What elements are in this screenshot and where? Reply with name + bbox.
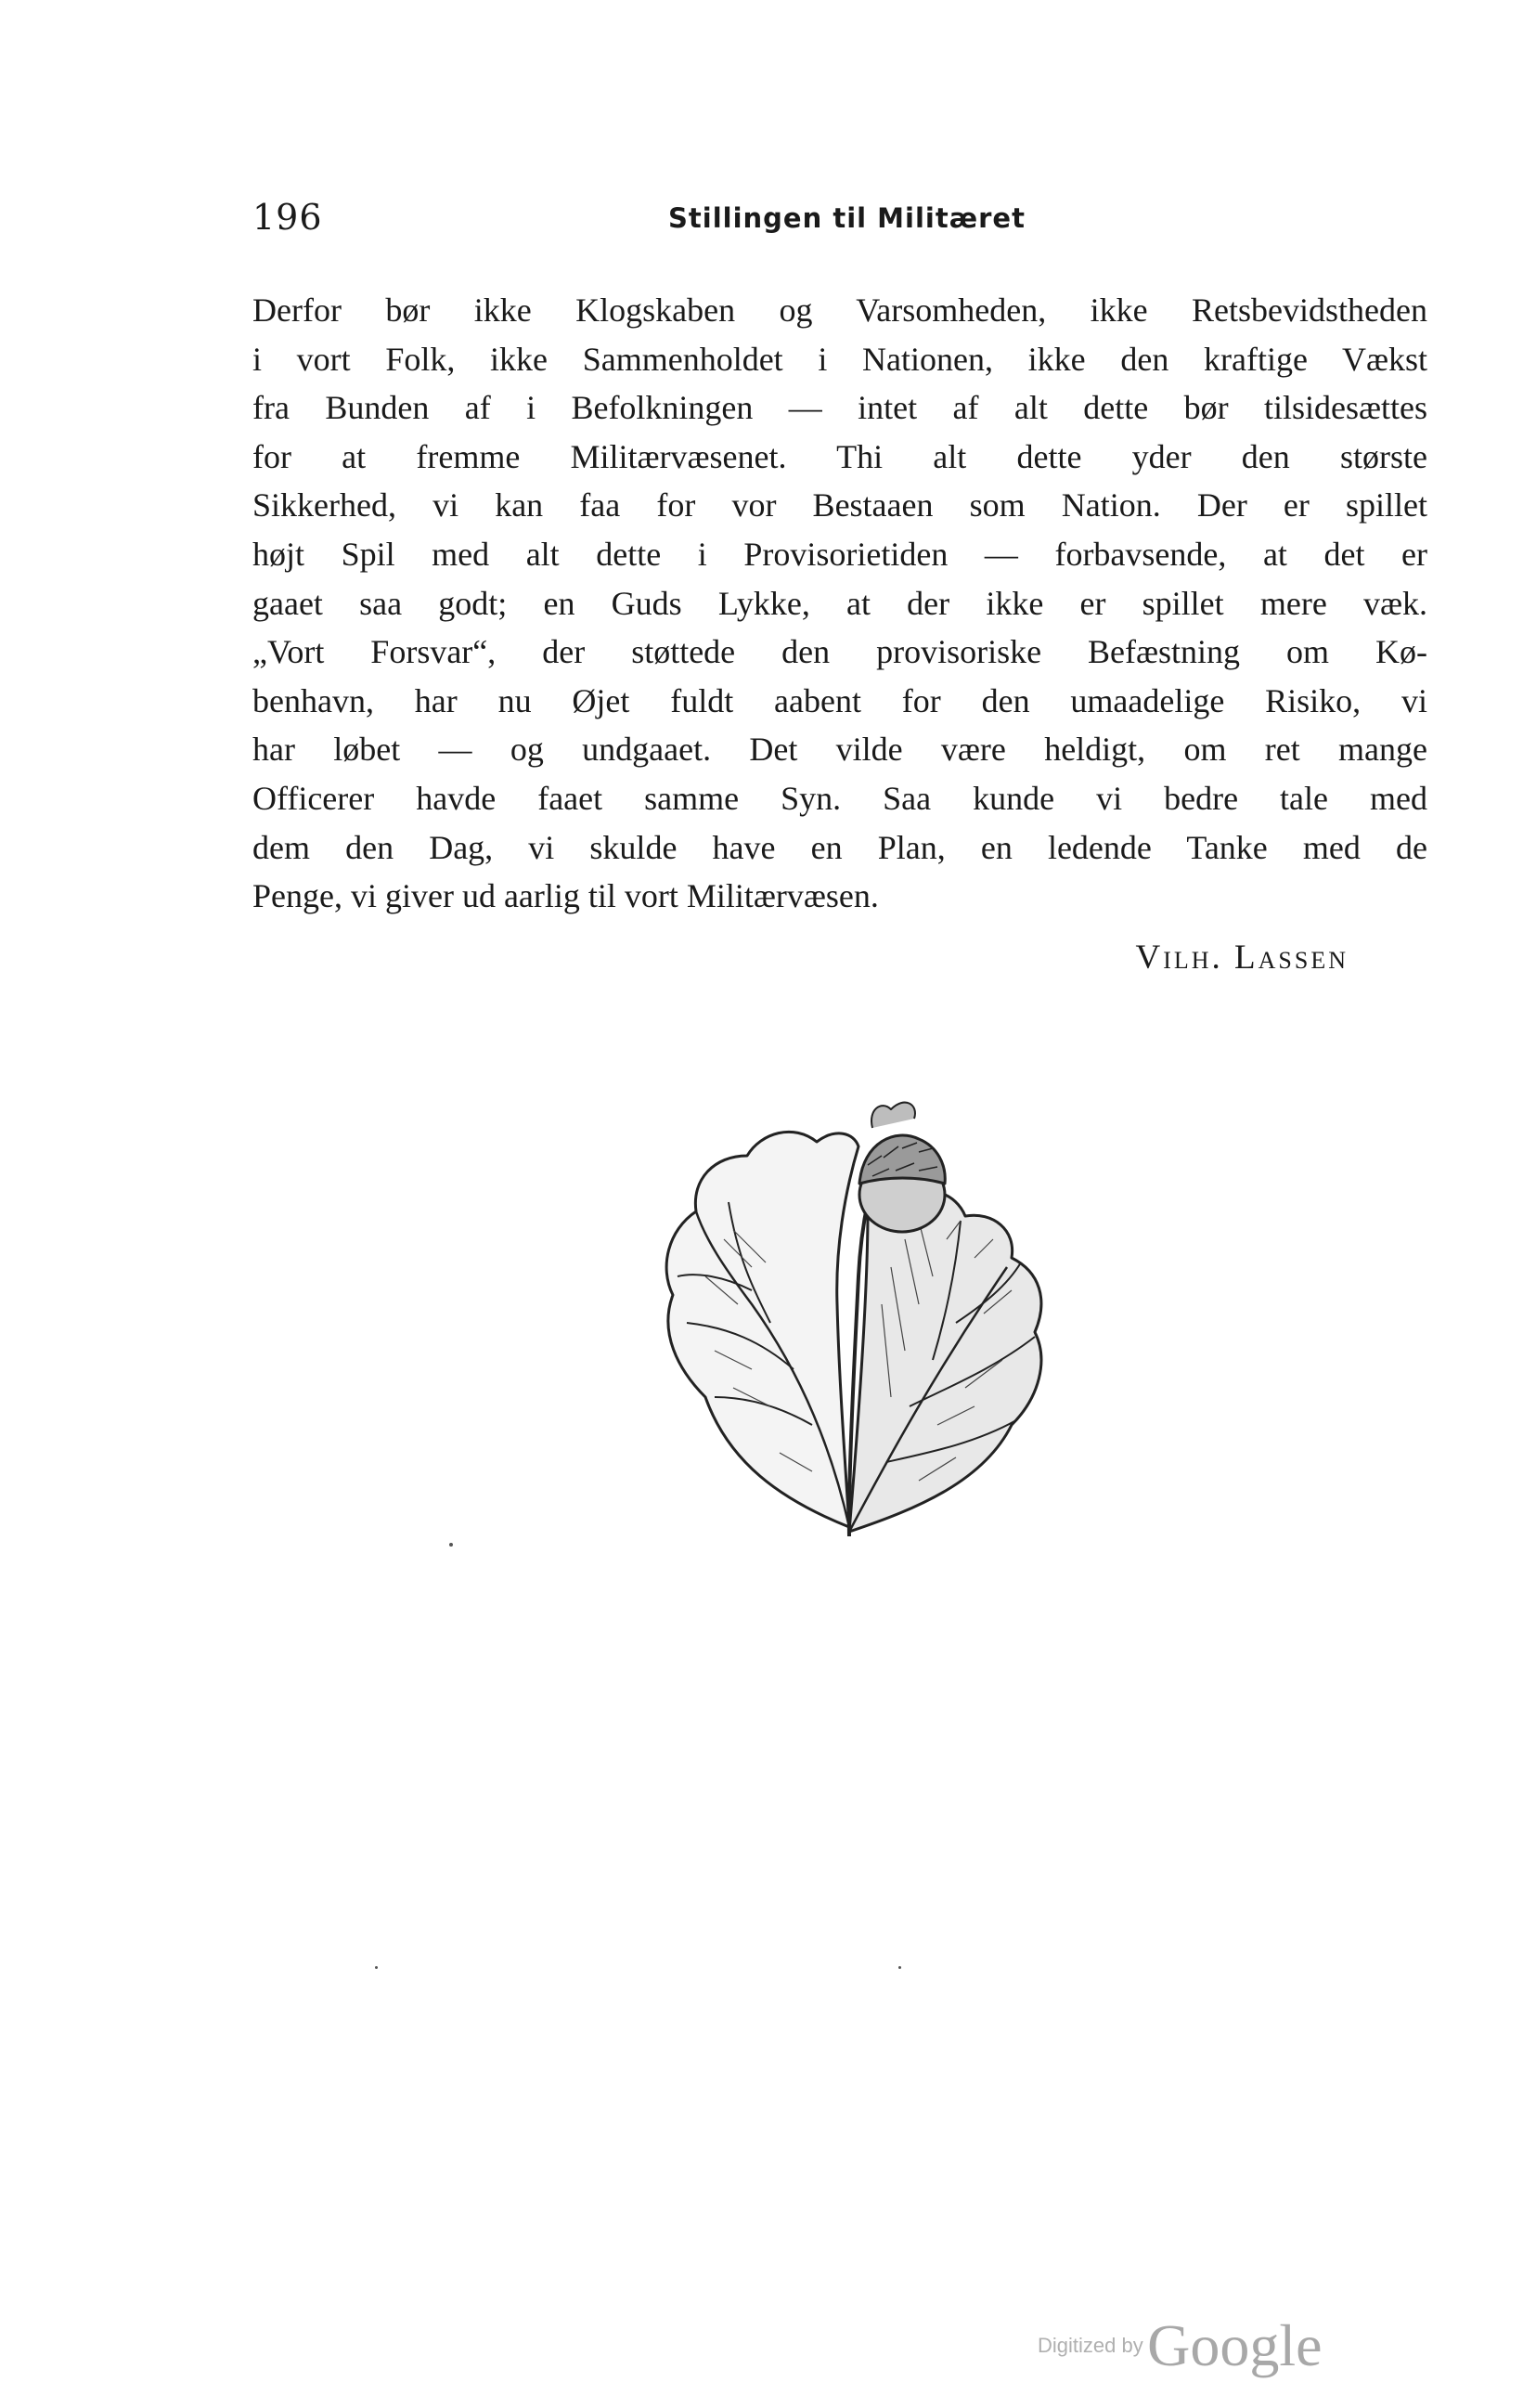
text-line: benhavn, har nu Øjet fuldt aabent for den umaadelige Risiko, vi (252, 681, 1427, 719)
speck-mark (449, 1543, 453, 1547)
left-leaf-shape (666, 1132, 858, 1527)
running-head: Stillingen til Militæret (668, 202, 1026, 234)
acorn-cup (859, 1135, 945, 1184)
text-line: gaaet saa godt; en Guds Lykke, at der ikke er spillet mere væk. (252, 584, 1427, 622)
text-line: Officerer havde faaet samme Syn. Saa kunde vi bedre tale med (252, 779, 1427, 817)
text-line: i vort Folk, ikke Sammenholdet i Nationen, ikke den kraftige Vækst (252, 340, 1427, 378)
body-paragraph (252, 286, 1427, 921)
page-number: 196 (252, 197, 323, 238)
text-line: „Vort Forsvar“, der støttede den provisoriske Befæstning om Kø- (252, 633, 1427, 671)
text-line: Sikkerhed, vi kan faa for vor Bestaaen som Nation. Der er spillet (252, 486, 1427, 524)
speck-mark (375, 1966, 378, 1969)
text-line: højt Spil med alt dette i Provisorietiden — forbavsende, at det er (252, 535, 1427, 573)
digitized-prefix: Digitized by (1038, 2334, 1143, 2357)
oak-leaves-acorn-icon (640, 1091, 1058, 1555)
text-line: har løbet — og undgaaet. Det vilde være heldigt, om ret mange (252, 731, 1427, 769)
text-line: for at fremme Militærvæsenet. Thi alt dette yder den største (252, 437, 1427, 475)
text-line: Penge, vi giver ud aarlig til vort Militærvæsen. (252, 877, 879, 915)
text-line: fra Bunden af i Befolkningen — intet af alt dette bør tilsidesættes (252, 389, 1427, 427)
text-line: Derfor bør ikke Klogskaben og Varsomheden, ikke Retsbevidstheden (252, 291, 1427, 329)
digitized-watermark (1038, 2311, 1323, 2380)
speck-mark (898, 1966, 901, 1969)
author-signature: Vilh. Lassen (1135, 939, 1349, 977)
google-logo: Google (1147, 2312, 1323, 2378)
text-line: dem den Dag, vi skulde have en Plan, en ledende Tanke med de (252, 828, 1427, 866)
